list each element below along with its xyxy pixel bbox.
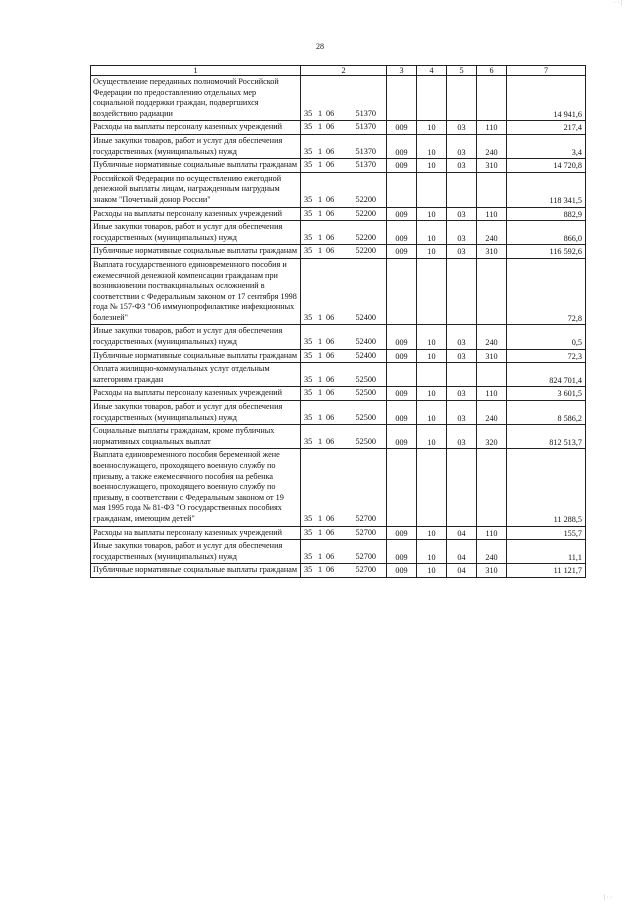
code-part-3: 06 [326,232,335,242]
code-part-2: 1 [318,565,323,575]
row-col-4: 10 [417,245,447,259]
row-amount: 11 288,5 [507,449,586,526]
code-part-1: 35 [304,208,313,218]
row-description: Расходы на выплаты персоналу казенных учреждений [91,526,301,540]
row-code [301,245,387,259]
row-col-6: 110 [477,207,507,221]
table-row [91,76,586,121]
table-row [91,540,586,564]
row-col-6: 310 [477,564,507,578]
code-part-2: 1 [318,122,323,132]
header-col-7: 7 [507,66,586,76]
code-part-3: 06 [326,436,335,446]
row-amount: 118 341,5 [507,172,586,207]
table-row [91,221,586,245]
row-description: Иные закупки товаров, работ и услуг для обеспечения государственных (муниципальных) нужд [91,325,301,349]
row-col-4: 10 [417,401,447,425]
code-part-2: 1 [318,436,323,446]
row-col-6: 240 [477,325,507,349]
code-part-4: 51370 [355,122,376,132]
table-row [91,564,586,578]
row-col-3: 009 [387,159,417,173]
row-amount: 72,3 [507,349,586,363]
code-part-3: 06 [326,146,335,156]
code-part-2: 1 [318,412,323,422]
row-description: Социальные выплаты гражданам, кроме публичных нормативных социальных выплат [91,425,301,449]
code-part-3: 06 [326,108,335,118]
code-part-4: 52200 [355,246,376,256]
row-description: Выплата государственного единовременного пособия и ежемесячной денежной компенсации гражданам при возникновении поствакцинальных осложнений в соответствии с Федеральным законом от 17 сентября 1998 года № 157-ФЗ "Об иммунопрофилактике инфекционных болезней" [91,258,301,325]
row-amount: 882,9 [507,207,586,221]
code-part-1: 35 [304,160,313,170]
code-part-2: 1 [318,527,323,537]
code-part-2: 1 [318,160,323,170]
row-col-5: 04 [447,540,477,564]
row-col-6: 110 [477,387,507,401]
row-col-3 [387,258,417,325]
row-col-5: 03 [447,245,477,259]
row-description: Расходы на выплаты персоналу казенных учреждений [91,387,301,401]
row-description: Публичные нормативные социальные выплаты гражданам [91,245,301,259]
row-code [301,401,387,425]
row-amount: 866,0 [507,221,586,245]
row-col-4: 10 [417,134,447,158]
row-code [301,207,387,221]
row-code [301,349,387,363]
row-col-5: 03 [447,207,477,221]
code-part-3: 06 [326,388,335,398]
row-col-5: 04 [447,526,477,540]
code-part-2: 1 [318,146,323,156]
row-code [301,221,387,245]
row-description: Иные закупки товаров, работ и услуг для обеспечения государственных (муниципальных) нужд [91,540,301,564]
code-part-4: 52700 [355,513,376,523]
code-part-3: 06 [326,246,335,256]
code-part-3: 06 [326,551,335,561]
code-part-2: 1 [318,108,323,118]
row-code [301,159,387,173]
row-col-6 [477,363,507,387]
code-part-3: 06 [326,412,335,422]
code-part-3: 06 [326,194,335,204]
code-part-1: 35 [304,513,313,523]
row-amount: 3,4 [507,134,586,158]
code-part-1: 35 [304,350,313,360]
row-col-6 [477,449,507,526]
code-part-1: 35 [304,388,313,398]
row-col-3: 009 [387,564,417,578]
row-col-4: 10 [417,159,447,173]
code-part-2: 1 [318,513,323,523]
row-col-3 [387,172,417,207]
table-row [91,325,586,349]
page-number: 28 [316,42,324,51]
row-col-3: 009 [387,387,417,401]
code-part-2: 1 [318,232,323,242]
row-code [301,134,387,158]
header-col-3: 3 [387,66,417,76]
row-description: Оплата жилищно-коммунальных услуг отдельным категориям граждан [91,363,301,387]
row-code [301,325,387,349]
code-part-3: 06 [326,565,335,575]
code-part-1: 35 [304,551,313,561]
row-code [301,387,387,401]
row-col-3: 009 [387,325,417,349]
corner-marks-bottom: | · · [603,895,612,901]
row-amount: 3 601,5 [507,387,586,401]
row-description: Публичные нормативные социальные выплаты гражданам [91,349,301,363]
code-part-4: 52200 [355,208,376,218]
row-col-5 [447,76,477,121]
table-row [91,425,586,449]
code-part-3: 06 [326,350,335,360]
row-amount: 72,8 [507,258,586,325]
row-col-3 [387,449,417,526]
row-amount: 217,4 [507,121,586,135]
code-part-1: 35 [304,527,313,537]
row-description: Российской Федерации по осуществлению ежегодной денежной выплаты лицам, награжденным нагрудным знаком "Почетный донор России" [91,172,301,207]
row-amount: 116 592,6 [507,245,586,259]
code-part-1: 35 [304,232,313,242]
row-col-4: 10 [417,349,447,363]
header-col-5: 5 [447,66,477,76]
row-description: Расходы на выплаты персоналу казенных учреждений [91,207,301,221]
row-col-5: 04 [447,564,477,578]
row-col-6: 240 [477,401,507,425]
row-col-3: 009 [387,221,417,245]
table-row [91,401,586,425]
row-col-3: 009 [387,134,417,158]
row-col-5 [447,172,477,207]
row-col-5: 03 [447,159,477,173]
row-code [301,449,387,526]
row-col-6: 310 [477,245,507,259]
code-part-1: 35 [304,565,313,575]
row-code [301,425,387,449]
code-part-2: 1 [318,246,323,256]
row-col-5: 03 [447,349,477,363]
code-part-3: 06 [326,312,335,322]
row-description: Иные закупки товаров, работ и услуг для обеспечения государственных (муниципальных) нужд [91,401,301,425]
header-col-4: 4 [417,66,447,76]
code-part-4: 52400 [355,337,376,347]
row-col-6: 320 [477,425,507,449]
row-amount: 812 513,7 [507,425,586,449]
row-description: Выплата единовременного пособия беременной жене военнослужащего, проходящего военную службу по призыву, а также ежемесячного пособия на ребенка военнослужащего, проходящего военную службу по призыву, в соответствии с Федеральным законом от 19 мая 1995 года № 81-ФЗ "О государственных пособиях гражданам, имеющим детей" [91,449,301,526]
row-col-5: 03 [447,325,477,349]
row-amount: 0,5 [507,325,586,349]
row-col-5 [447,449,477,526]
code-part-4: 52400 [355,350,376,360]
code-part-1: 35 [304,122,313,132]
row-code [301,121,387,135]
header-row [91,66,586,76]
code-part-1: 35 [304,194,313,204]
row-code [301,526,387,540]
row-col-5 [447,363,477,387]
code-part-1: 35 [304,412,313,422]
code-part-4: 52200 [355,194,376,204]
row-code [301,172,387,207]
table-row [91,449,586,526]
row-code [301,258,387,325]
row-code [301,76,387,121]
corner-marks-top: · · | [613,0,622,6]
table-row [91,526,586,540]
row-col-4: 10 [417,564,447,578]
code-part-3: 06 [326,527,335,537]
table-row [91,349,586,363]
code-part-1: 35 [304,108,313,118]
row-col-5: 03 [447,134,477,158]
code-part-3: 06 [326,337,335,347]
code-part-2: 1 [318,374,323,384]
row-col-3: 009 [387,349,417,363]
code-part-3: 06 [326,160,335,170]
code-part-1: 35 [304,374,313,384]
row-col-3: 009 [387,425,417,449]
row-code [301,540,387,564]
code-part-4: 51370 [355,146,376,156]
row-description: Публичные нормативные социальные выплаты гражданам [91,564,301,578]
row-col-4 [417,258,447,325]
code-part-4: 52700 [355,565,376,575]
row-code [301,564,387,578]
row-col-6: 240 [477,540,507,564]
row-col-4: 10 [417,325,447,349]
row-col-6 [477,172,507,207]
row-col-4 [417,363,447,387]
row-description: Публичные нормативные социальные выплаты гражданам [91,159,301,173]
row-description: Иные закупки товаров, работ и услуг для обеспечения государственных (муниципальных) нужд [91,221,301,245]
table-row [91,258,586,325]
code-part-1: 35 [304,146,313,156]
row-amount: 14 941,6 [507,76,586,121]
row-amount: 14 720,8 [507,159,586,173]
code-part-1: 35 [304,436,313,446]
code-part-2: 1 [318,337,323,347]
row-col-4: 10 [417,221,447,245]
row-col-4: 10 [417,387,447,401]
row-col-5 [447,258,477,325]
row-description: Расходы на выплаты персоналу казенных учреждений [91,121,301,135]
table-row [91,363,586,387]
row-description: Осуществление переданных полномочий Российской Федерации по предоставлению отдельных мер социальной поддержки граждан, подвергшихся воздействию радиации [91,76,301,121]
row-col-4: 10 [417,121,447,135]
row-amount: 8 586,2 [507,401,586,425]
row-col-3: 009 [387,207,417,221]
header-col-6: 6 [477,66,507,76]
row-col-4 [417,76,447,121]
row-amount: 11 121,7 [507,564,586,578]
code-part-4: 52500 [355,412,376,422]
row-col-3: 009 [387,540,417,564]
row-description: Иные закупки товаров, работ и услуг для обеспечения государственных (муниципальных) нужд [91,134,301,158]
row-amount: 155,7 [507,526,586,540]
row-col-4 [417,172,447,207]
code-part-4: 52700 [355,527,376,537]
table-row [91,172,586,207]
header-col-2: 2 [301,66,387,76]
row-col-6: 240 [477,134,507,158]
code-part-1: 35 [304,312,313,322]
code-part-4: 52700 [355,551,376,561]
header-col-1: 1 [91,66,301,76]
row-col-4: 10 [417,526,447,540]
row-col-5: 03 [447,425,477,449]
row-code [301,363,387,387]
row-col-3: 009 [387,245,417,259]
code-part-2: 1 [318,194,323,204]
row-col-6: 110 [477,526,507,540]
row-col-5: 03 [447,121,477,135]
code-part-2: 1 [318,388,323,398]
code-part-4: 52500 [355,436,376,446]
row-col-6: 240 [477,221,507,245]
row-col-6 [477,258,507,325]
code-part-1: 35 [304,246,313,256]
code-part-4: 52400 [355,312,376,322]
table-row [91,245,586,259]
row-col-6: 310 [477,349,507,363]
row-col-3: 009 [387,526,417,540]
row-col-5: 03 [447,387,477,401]
code-part-3: 06 [326,374,335,384]
code-part-2: 1 [318,208,323,218]
row-col-3 [387,76,417,121]
budget-table [90,65,586,578]
row-col-6: 310 [477,159,507,173]
code-part-2: 1 [318,551,323,561]
code-part-4: 52500 [355,388,376,398]
table-row [91,207,586,221]
code-part-3: 06 [326,122,335,132]
row-col-4: 10 [417,207,447,221]
row-amount: 11,1 [507,540,586,564]
code-part-1: 35 [304,337,313,347]
row-col-3: 009 [387,401,417,425]
row-col-5: 03 [447,221,477,245]
table-row [91,121,586,135]
row-col-5: 03 [447,401,477,425]
table-row [91,387,586,401]
row-col-4: 10 [417,425,447,449]
code-part-3: 06 [326,208,335,218]
code-part-2: 1 [318,312,323,322]
row-amount: 824 701,4 [507,363,586,387]
row-col-3: 009 [387,121,417,135]
code-part-4: 52200 [355,232,376,242]
table-row [91,159,586,173]
row-col-3 [387,363,417,387]
code-part-4: 51370 [355,108,376,118]
code-part-2: 1 [318,350,323,360]
row-col-6 [477,76,507,121]
code-part-3: 06 [326,513,335,523]
code-part-4: 52500 [355,374,376,384]
code-part-4: 51370 [355,160,376,170]
row-col-4 [417,449,447,526]
row-col-4: 10 [417,540,447,564]
table-row [91,134,586,158]
row-col-6: 110 [477,121,507,135]
